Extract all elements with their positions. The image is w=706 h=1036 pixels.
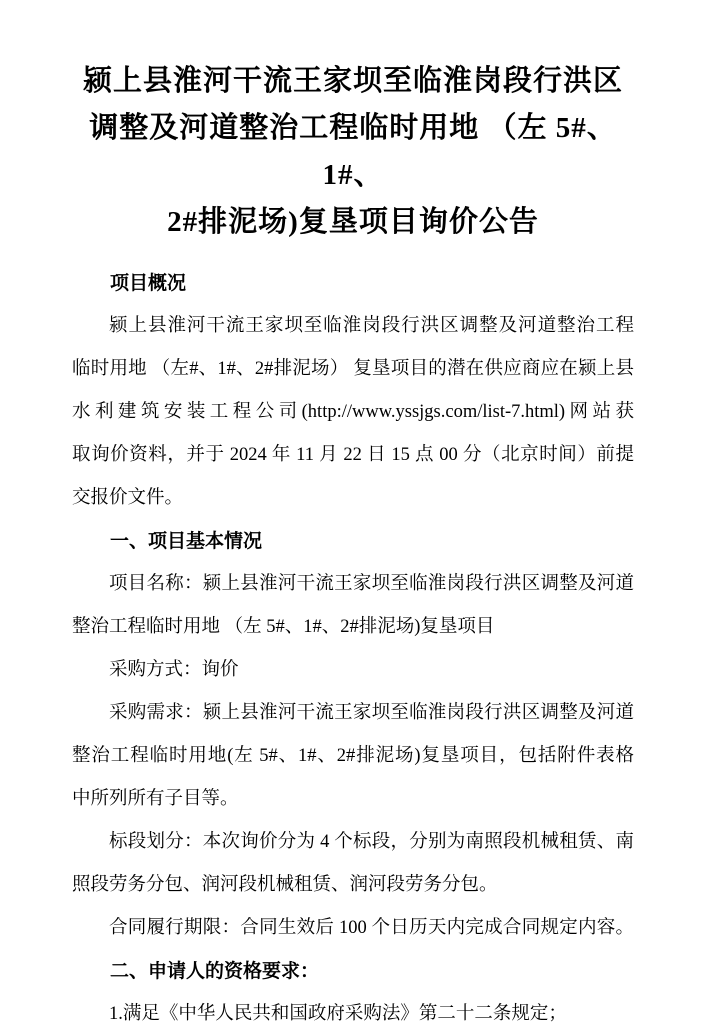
document-body bbox=[72, 262, 634, 1036]
para-procurement-demand-line-3: 中所列所有子目等。 bbox=[72, 789, 239, 809]
para-procurement-demand-line-2: 整治工程临时用地(左 5#、1#、2#排泥场)复垦项目，包括附件表格 bbox=[72, 746, 634, 766]
heading-section-2: 二、申请人的资格要求： bbox=[110, 961, 320, 982]
para-lot-division-line-2: 照段劳务分包、润河段机械租赁、润河段劳务分包。 bbox=[72, 875, 498, 895]
title-line-2: 调整及河道整治工程临时用地 （左 5#、1#、 bbox=[89, 112, 617, 191]
para-contract-period: 合同履行期限：合同生效后 100 个日历天内完成合同规定内容。 bbox=[109, 918, 634, 938]
para-project-name-line-2: 整治工程临时用地 （左 5#、1#、2#排泥场)复垦项目 bbox=[72, 617, 495, 637]
para-overview-line-4: 取询价资料，并于 2024 年 11 月 22 日 15 点 00 分（北京时间）前提 bbox=[72, 445, 634, 465]
para-project-name-line-1: 项目名称：颍上县淮河干流王家坝至临淮岗段行洪区调整及河道 bbox=[109, 574, 634, 594]
para-overview-line-2: 临时用地 （左#、1#、2#排泥场） 复垦项目的潜在供应商应在颍上县 bbox=[72, 359, 634, 379]
para-qualification-item-1: 1.满足《中华人民共和国政府采购法》第二十二条规定； bbox=[109, 1004, 567, 1024]
para-procurement-demand-line-1: 采购需求：颍上县淮河干流王家坝至临淮岗段行洪区调整及河道 bbox=[109, 703, 634, 723]
title-line-3: 2#排泥场)复垦项目询价公告 bbox=[167, 206, 539, 238]
para-procurement-method: 采购方式：询价 bbox=[109, 660, 239, 680]
heading-section-1: 一、项目基本情况 bbox=[110, 531, 263, 552]
para-overview-line-1: 颍上县淮河干流王家坝至临淮岗段行洪区调整及河道整治工程 bbox=[109, 316, 634, 336]
heading-project-overview: 项目概况 bbox=[110, 273, 187, 294]
document-title bbox=[72, 0, 634, 246]
para-lot-division-line-1: 标段划分：本次询价分为 4 个标段，分别为南照段机械租赁、南 bbox=[109, 832, 634, 852]
title-line-1: 颍上县淮河干流王家坝至临淮岗段行洪区 bbox=[82, 65, 623, 97]
para-overview-line-3: 水利建筑安装工程公司(http://www.yssjgs.com/list-7.html)网站获 bbox=[72, 402, 634, 422]
para-overview-line-5: 交报价文件。 bbox=[72, 488, 184, 508]
